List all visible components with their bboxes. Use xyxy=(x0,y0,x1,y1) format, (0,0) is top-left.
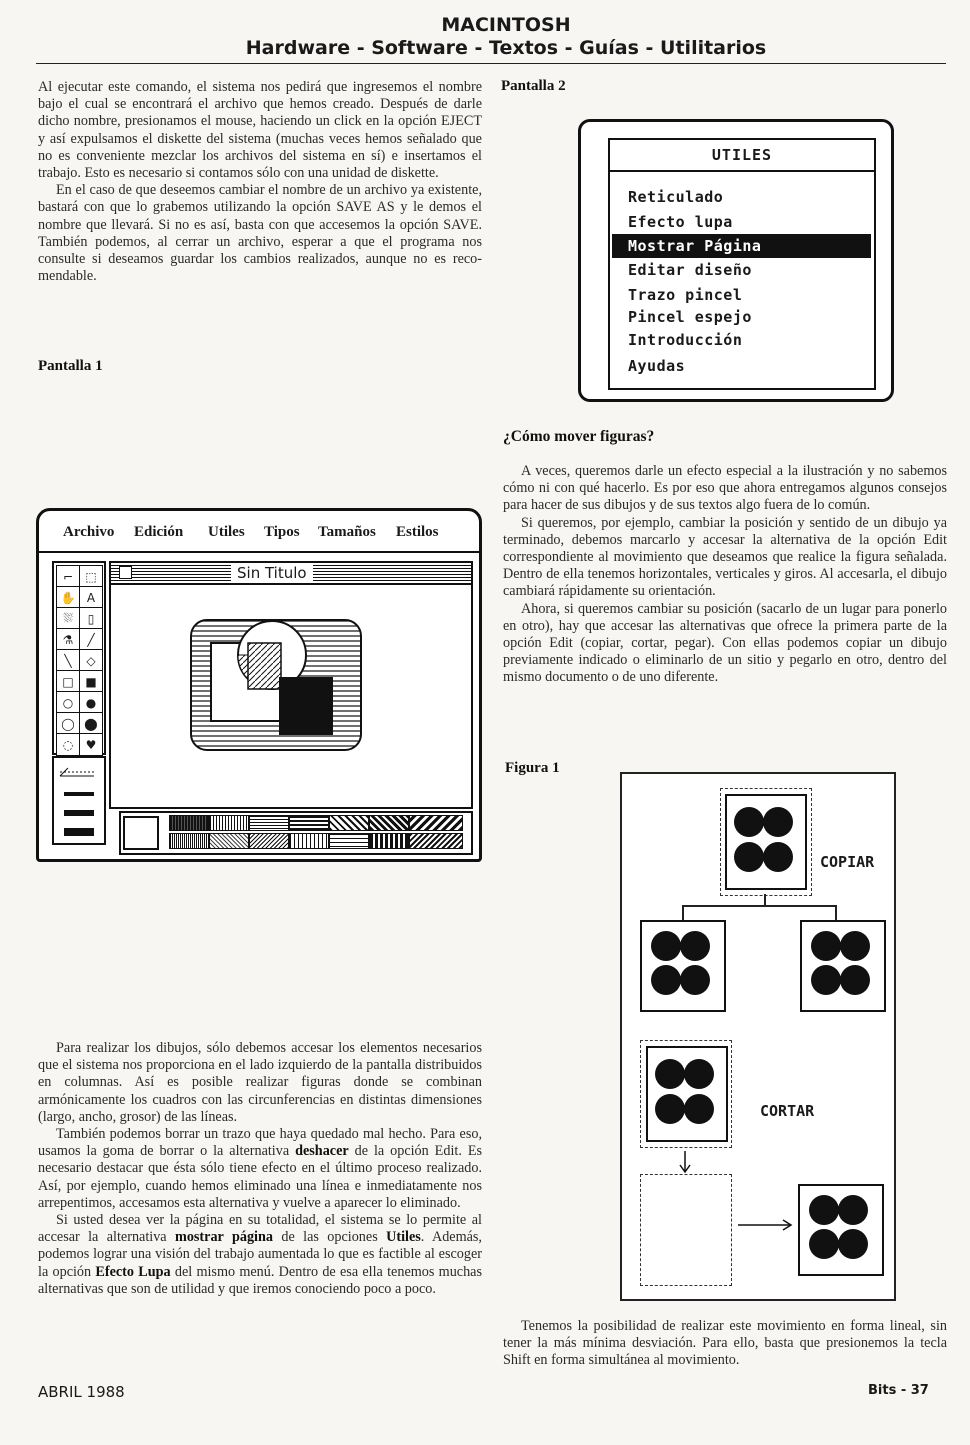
connector-line xyxy=(835,905,837,920)
bold-run: Efecto Lupa xyxy=(95,1263,171,1280)
clover-icon xyxy=(655,1057,715,1127)
bold-run: deshacer xyxy=(295,1143,349,1160)
menu-estilos[interactable]: Estilos xyxy=(396,524,439,540)
menu-item-reticulado[interactable]: Reticulado xyxy=(628,188,724,206)
paragraph: En el caso de que deseemos cambiar el nombre de un archivo ya existente, bastará con que lo grabemos utilizando la opción SAVE AS y le demos el nombre que llevará. Si no es así, basta con que accesemos la opción SAVE. También podemos, al cerrar un archivo, esperar a que el programa nos consulte si deseamos guardar los cambios realizados, aunque no es recomendable. xyxy=(38,182,482,285)
line-width-palette xyxy=(52,756,106,845)
clover-icon xyxy=(651,929,711,999)
paragraph xyxy=(38,1212,482,1298)
pattern-swatch[interactable] xyxy=(289,815,329,831)
close-box-icon[interactable] xyxy=(119,566,132,579)
menu-item-trazo-pincel[interactable]: Trazo pincel xyxy=(628,286,743,304)
paragraph: Si queremos, por ejemplo, cambiar la posición y sentido de un dibujo ya terminado, debemos marcarlo y accesar la alternativa de la opción Edit correspondiente al movimiento que deseamos que realice la figura señalada. Dentro de ella tenemos horizontales, verticales y giros. Al accesarla, el dibujo cambiará rápidamente su orientación. xyxy=(503,514,947,600)
pattern-swatch[interactable] xyxy=(289,833,329,849)
menu-bar xyxy=(39,511,479,553)
text-run: del mismo menú. Dentro de esa ella tenemos muchas alternativas que son de utilidad y que iremos conociendo poco a poco. xyxy=(38,1263,482,1297)
rounded-rect-tool-icon[interactable]: ○ xyxy=(56,691,80,714)
paragraph xyxy=(38,1126,482,1212)
utiles-menu-title: UTILES xyxy=(610,140,874,172)
pattern-swatch[interactable] xyxy=(169,815,209,831)
freeform-tool-icon[interactable]: ◌ xyxy=(56,733,80,756)
text-run: Si usted desea ver la página en su totalidad, el sistema se lo permite al accesar la alternativa xyxy=(38,1212,482,1246)
apple-icon[interactable] xyxy=(45,524,57,541)
bold-run: mostrar página xyxy=(175,1229,273,1246)
pattern-swatch[interactable] xyxy=(169,833,209,849)
pattern-swatch[interactable] xyxy=(249,833,289,849)
text-run: También podemos borrar un trazo que haya quedado mal hecho. Para eso, usamos la goma de borrar o la alternativa xyxy=(38,1126,482,1160)
menu-item-efecto-lupa[interactable]: Efecto lupa xyxy=(628,213,733,231)
text-run: . Además, podemos lograr una visión del trabajo aumentada lo que es factible al escoger la opción xyxy=(38,1229,482,1280)
paragraph: Al ejecutar este comando, el sistema nos pedirá que ingresemos el nombre bajo el cual se encontrará el archivo que hemos creado. Después de darle dicho nombre, presionamos el mouse, haciendo un click en la opción EJECT y así expulsamos el diskette del sistema (muchas veces hemos señalado que no es conveniente mezclar los archivos del sistema en sí) e insertamos el trabajo. Esto es necesario si contamos sólo con una unidad de diskette. xyxy=(38,79,482,182)
filled-oval-tool-icon[interactable]: ⬤ xyxy=(79,712,103,735)
header-title: MACINTOSH xyxy=(441,14,571,36)
bold-run: Utiles xyxy=(386,1229,421,1246)
section-title: ¿Cómo mover figuras? xyxy=(503,428,655,445)
pattern-swatch[interactable] xyxy=(209,815,249,831)
left-column-bottom-text xyxy=(38,1040,482,1298)
line-widths-icon[interactable] xyxy=(54,758,104,843)
connector-line xyxy=(682,905,684,920)
utiles-menu xyxy=(608,138,876,390)
page-header xyxy=(0,14,970,59)
pattern-swatch[interactable] xyxy=(409,833,463,849)
rectangle-tool-icon[interactable]: □ xyxy=(56,670,80,693)
pattern-swatch[interactable] xyxy=(249,815,289,831)
window-title-bar[interactable] xyxy=(111,563,471,585)
pattern-swatch[interactable] xyxy=(369,833,409,849)
brush-tool-icon[interactable]: ⚗ xyxy=(56,628,80,651)
menu-item-ayudas[interactable]: Ayudas xyxy=(628,357,686,375)
footer-date: ABRIL 1988 xyxy=(38,1383,125,1401)
pantalla1-label: Pantalla 1 xyxy=(38,358,103,374)
figura1-label: Figura 1 xyxy=(505,760,560,776)
empty-selection-marquee xyxy=(640,1174,732,1286)
right-column-bottom-text xyxy=(503,1318,947,1370)
arrow-down-icon xyxy=(675,1149,695,1175)
canvas-drawing[interactable] xyxy=(111,585,471,807)
menu-item-pincel-espejo[interactable]: Pincel espejo xyxy=(628,308,752,326)
copiar-label: COPIAR xyxy=(820,853,875,871)
figura1-diagram xyxy=(620,772,896,1301)
clover-icon xyxy=(811,929,871,999)
menu-item-editar-diseno[interactable]: Editar diseño xyxy=(628,261,752,279)
menu-edicion[interactable]: Edición xyxy=(134,524,184,540)
filled-rectangle-tool-icon[interactable]: ■ xyxy=(79,670,103,693)
bucket-tool-icon[interactable]: ⛆ xyxy=(56,607,80,630)
line-tool-icon[interactable]: ╲ xyxy=(56,649,80,672)
menu-tamanos[interactable]: Tamaños xyxy=(318,524,376,540)
paragraph: Ahora, si queremos cambiar su posición (sacarlo de un lugar para ponerlo en otro), hay que accesar las alternativas que ofrece la primera parte de la opción Edit (copiar, cortar, pegar). Con ellas podemos copiar un dibujo previamente indicado o eliminarlo de un sitio y pegarlo en otro, dentro del mismo documento o de uno diferente. xyxy=(503,600,947,686)
menu-item-mostrar-pagina[interactable]: Mostrar Página xyxy=(612,234,871,258)
document-window xyxy=(109,561,473,809)
arrow-right-icon xyxy=(736,1215,794,1235)
menu-archivo[interactable]: Archivo xyxy=(63,524,115,540)
marquee-tool-icon[interactable]: ⬚ xyxy=(79,565,103,588)
filled-freeform-tool-icon[interactable]: ♥ xyxy=(79,733,103,756)
macpaint-screen xyxy=(36,508,482,862)
pattern-palette xyxy=(119,811,473,855)
paragraph: Para realizar los dibujos, sólo debemos accesar los elementos necesarios que el sistema nos proporciona en el lado izquierdo de la pantalla distribuidos en columnas. Así es posible realizar figuras donde se combinan armónicamente los cuadros con las circunferencias en distintas dimensiones (largo, ancho, grosor) de las líneas. xyxy=(38,1040,482,1125)
connector-line xyxy=(682,905,837,907)
pantalla2-label: Pantalla 2 xyxy=(501,78,566,94)
left-column-top-text xyxy=(38,79,482,285)
clover-icon xyxy=(809,1193,869,1263)
menu-utiles[interactable]: Utiles xyxy=(208,524,245,540)
pattern-swatch[interactable] xyxy=(369,815,409,831)
tool-palette xyxy=(52,561,106,755)
utiles-menu-screen xyxy=(578,119,894,402)
cortar-label: CORTAR xyxy=(760,1102,815,1120)
clover-icon xyxy=(734,805,794,875)
spray-tool-icon[interactable]: ▯ xyxy=(79,607,103,630)
footer-page-number: Bits - 37 xyxy=(868,1383,929,1398)
menu-tipos[interactable]: Tipos xyxy=(264,524,300,540)
filled-rounded-rect-tool-icon[interactable]: ● xyxy=(79,691,103,714)
oval-tool-icon[interactable]: ◯ xyxy=(56,712,80,735)
paragraph: Tenemos la posibilidad de realizar este movimiento en forma lineal, sin tener la más mínima desviación. Para ello, basta que presionemos la tecla Shift en forma simultánea al movimiento. xyxy=(503,1318,947,1369)
pattern-swatch[interactable] xyxy=(329,815,369,831)
right-column-text xyxy=(503,463,947,687)
eraser-tool-icon[interactable]: ◇ xyxy=(79,649,103,672)
header-rule xyxy=(36,63,946,64)
pattern-swatch[interactable] xyxy=(409,815,463,831)
text-run: de la opción Edit. Es necesario destacar que ésta sólo tiene efecto en el último proceso realizado. Así, por ejemplo, cuando hemos eliminado una línea e inmediatamente nos arrepentimos, accesamos esta alternativa y vuelve a aparecer lo eliminado. xyxy=(38,1143,483,1211)
lasso-tool-icon[interactable]: ⌐ xyxy=(56,565,80,588)
hand-tool-icon[interactable]: ✋ xyxy=(56,586,80,609)
header-subtitle: Hardware - Software - Textos - Guías - Utilitarios xyxy=(245,37,767,59)
pattern-swatch[interactable] xyxy=(329,833,369,849)
current-pattern-swatch xyxy=(123,816,159,850)
window-title: Sin Titulo xyxy=(231,564,313,582)
text-tool-icon[interactable]: A xyxy=(79,586,103,609)
paragraph: A veces, queremos darle un efecto especial a la ilustración y no sabemos cómo ni con qué hacerlo. Es por eso que ahora entregamos algunos consejos para hacer de sus dibujos y de sus textos algo fuera de lo común. xyxy=(503,463,947,514)
pattern-swatch[interactable] xyxy=(209,833,249,849)
pencil-tool-icon[interactable]: ╱ xyxy=(79,628,103,651)
text-run: de las opciones xyxy=(272,1229,387,1246)
menu-item-introduccion[interactable]: Introducción xyxy=(628,331,743,349)
